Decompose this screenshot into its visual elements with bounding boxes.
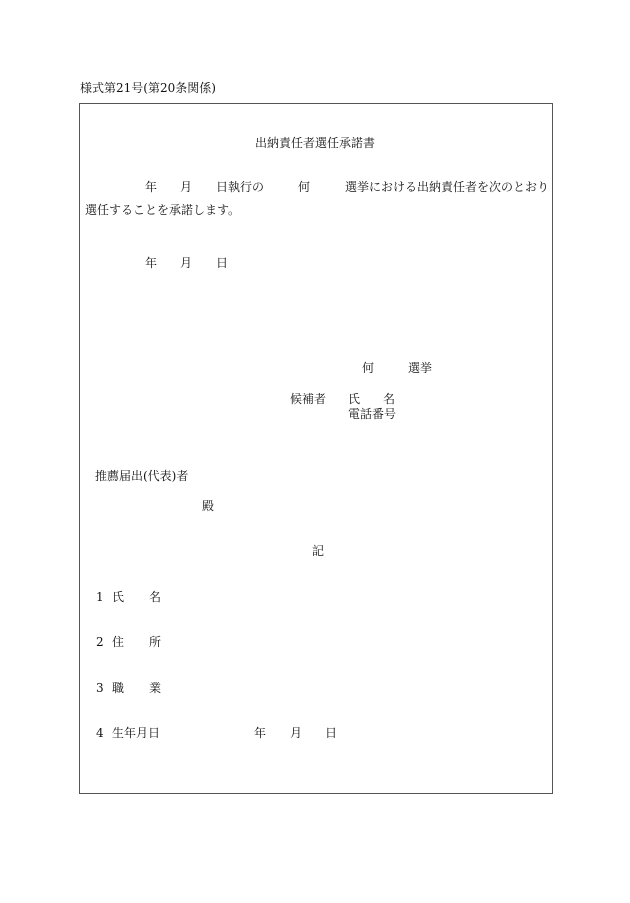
- body-day-exec: 日執行の: [216, 180, 265, 194]
- body-line2: 選任することを承諾します。: [85, 203, 241, 217]
- body-what: 何: [298, 180, 311, 194]
- honorific: 殿: [202, 499, 215, 513]
- item-4-label: 生年月日: [112, 726, 161, 740]
- body-rest: 選挙における出納責任者を次のとおり: [345, 180, 550, 194]
- item-3-label-1: 職: [112, 681, 125, 695]
- recommender-label: 推薦届出(代表)者: [95, 469, 189, 483]
- record-heading: 記: [312, 544, 325, 558]
- item-1-label-1: 氏: [112, 590, 125, 604]
- date-day: 日: [216, 256, 229, 270]
- body-year: 年: [145, 180, 158, 194]
- election-label: 選挙: [408, 361, 433, 375]
- item-4-day: 日: [325, 726, 338, 740]
- candidate-name-2: 名: [383, 392, 396, 406]
- item-2-number: 2: [96, 635, 104, 649]
- item-4-number: 4: [96, 726, 104, 740]
- item-4-year: 年: [254, 726, 267, 740]
- election-what: 何: [362, 361, 375, 375]
- item-3-label-2: 業: [149, 681, 162, 695]
- candidate-label: 候補者: [290, 392, 327, 406]
- date-year: 年: [145, 256, 158, 270]
- document-title: 出納責任者選任承諾書: [254, 136, 375, 150]
- item-3-number: 3: [96, 681, 104, 695]
- item-1-label-2: 名: [149, 590, 162, 604]
- item-2-label-1: 住: [112, 635, 125, 649]
- date-month: 月: [180, 256, 193, 270]
- form-number: 様式第21号(第20条関係): [80, 81, 216, 95]
- item-2-label-2: 所: [149, 635, 162, 649]
- item-4-month: 月: [290, 726, 303, 740]
- candidate-name-1: 氏: [348, 392, 361, 406]
- item-1-number: 1: [96, 590, 104, 604]
- body-month: 月: [180, 180, 193, 194]
- candidate-phone: 電話番号: [348, 407, 397, 421]
